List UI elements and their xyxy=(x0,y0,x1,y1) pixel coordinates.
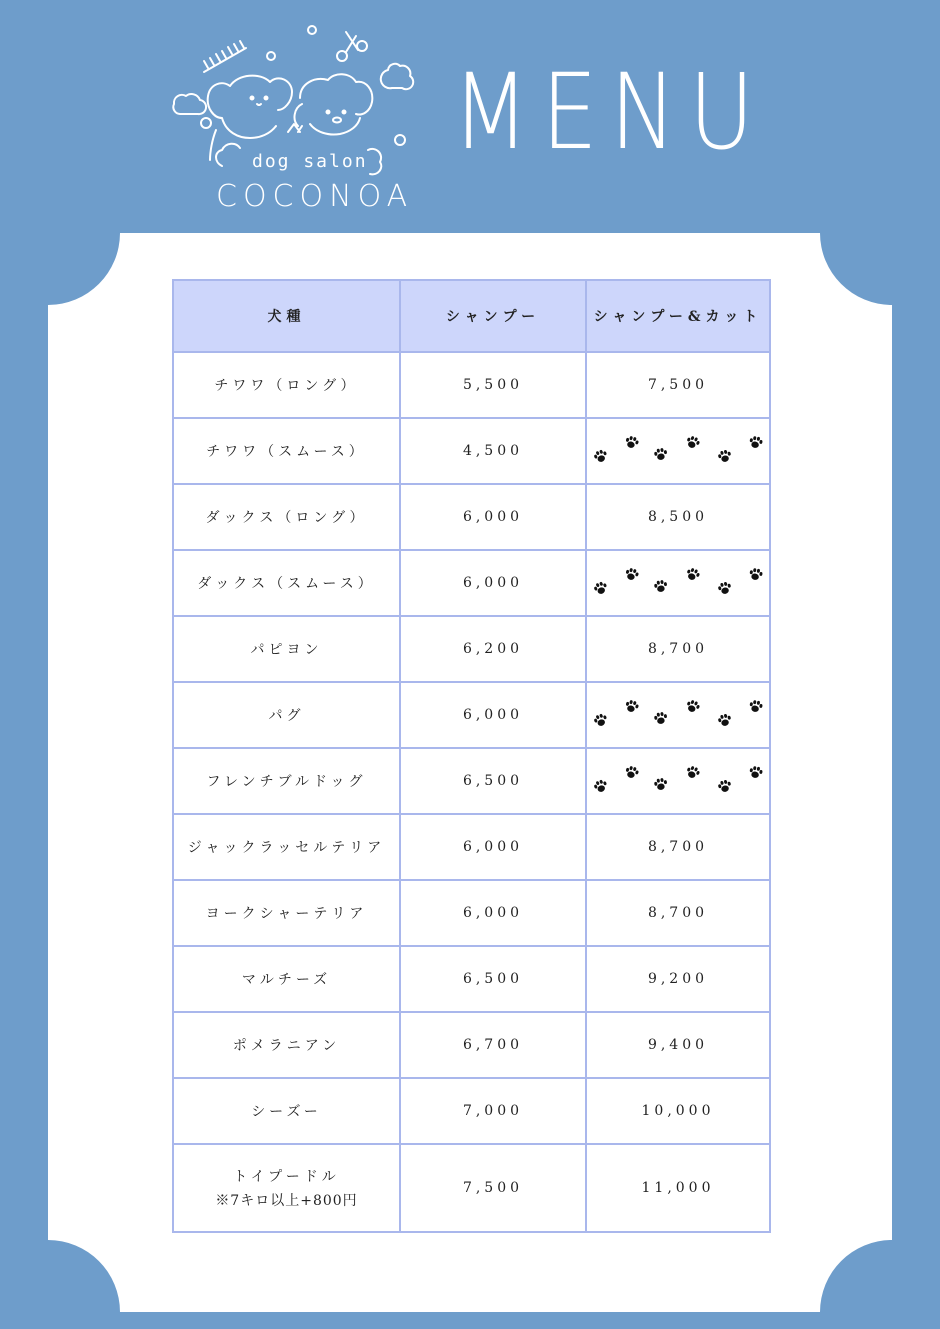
table-row xyxy=(173,418,770,484)
paw-print-icon xyxy=(591,447,610,466)
breed-cell: ヨークシャーテリア xyxy=(173,880,400,946)
table-row xyxy=(173,1144,770,1232)
table-row xyxy=(173,550,770,616)
paw-print-icon xyxy=(715,711,733,729)
breed-cell: ポメラニアン xyxy=(173,1012,400,1078)
shampoo-cut-price: 11,000 xyxy=(586,1144,770,1232)
table-row xyxy=(173,352,770,418)
paw-print-icon xyxy=(652,578,669,595)
paw-print-icon xyxy=(683,763,702,782)
breed-cell: ジャックラッセルテリア xyxy=(173,814,400,880)
paw-print-icon xyxy=(652,710,669,727)
table-row xyxy=(173,946,770,1012)
table-row xyxy=(173,616,770,682)
breed-cell: チワワ（ロング） xyxy=(173,352,400,418)
paw-prints-cell xyxy=(586,418,770,484)
cloud-icon xyxy=(173,94,206,114)
paw-print-icon xyxy=(747,698,764,715)
table-header-row xyxy=(173,280,770,352)
shampoo-cut-price: 9,200 xyxy=(586,946,770,1012)
dog-icon xyxy=(295,74,373,134)
table-row xyxy=(173,748,770,814)
paw-print-icon xyxy=(622,433,640,451)
paw-print-icon xyxy=(747,434,764,451)
table-row xyxy=(173,682,770,748)
paw-print-icon xyxy=(715,777,733,795)
comb-icon xyxy=(204,41,246,72)
breed-cell: パピヨン xyxy=(173,616,400,682)
paw-print-icon xyxy=(747,566,764,583)
breed-cell xyxy=(173,1144,400,1232)
breed-name: トイプードル xyxy=(233,1169,340,1185)
shampoo-cut-price: 9,400 xyxy=(586,1012,770,1078)
logo-subtitle: dog salon xyxy=(252,151,368,172)
paw-print-icon xyxy=(591,579,610,598)
shampoo-price: 4,500 xyxy=(400,418,586,484)
shampoo-price: 6,500 xyxy=(400,946,586,1012)
breed-cell: パグ xyxy=(173,682,400,748)
paw-prints-cell xyxy=(586,550,770,616)
dog-icon xyxy=(208,76,292,160)
shampoo-price: 6,000 xyxy=(400,550,586,616)
shampoo-price: 6,000 xyxy=(400,880,586,946)
breed-cell: ダックス（スムース） xyxy=(173,550,400,616)
paw-print-icon xyxy=(622,763,640,781)
breed-cell: シーズー xyxy=(173,1078,400,1144)
table-row xyxy=(173,880,770,946)
shampoo-price: 6,500 xyxy=(400,748,586,814)
shampoo-price: 6,000 xyxy=(400,682,586,748)
salon-logo xyxy=(160,20,420,220)
table-row xyxy=(173,484,770,550)
header-breed: 犬種 xyxy=(173,280,400,352)
shampoo-price: 7,500 xyxy=(400,1144,586,1232)
breed-cell: ダックス（ロング） xyxy=(173,484,400,550)
breed-cell: チワワ（スムース） xyxy=(173,418,400,484)
paw-print-icon xyxy=(747,764,764,781)
shampoo-price: 5,500 xyxy=(400,352,586,418)
paw-print-icon xyxy=(591,777,610,796)
shampoo-price: 6,000 xyxy=(400,814,586,880)
paw-prints-cell xyxy=(586,748,770,814)
breed-note: ※7キロ以上+800円 xyxy=(215,1193,358,1209)
shampoo-price: 6,700 xyxy=(400,1012,586,1078)
table-row xyxy=(173,1078,770,1144)
shampoo-cut-price: 10,000 xyxy=(586,1078,770,1144)
header-shampoo-cut: シャンプー&カット xyxy=(586,280,770,352)
logo-name: COCONOA xyxy=(216,179,414,214)
shampoo-price: 7,000 xyxy=(400,1078,586,1144)
paw-print-icon xyxy=(715,579,733,597)
paw-print-icon xyxy=(622,697,640,715)
paw-prints-cell xyxy=(586,682,770,748)
paw-print-icon xyxy=(683,697,702,716)
table-row xyxy=(173,814,770,880)
paw-print-icon xyxy=(652,446,669,463)
breed-cell: マルチーズ xyxy=(173,946,400,1012)
paw-print-icon xyxy=(622,565,640,583)
header-shampoo: シャンプー xyxy=(400,280,586,352)
scissors-icon xyxy=(337,32,367,61)
shampoo-price: 6,000 xyxy=(400,484,586,550)
paw-print-icon xyxy=(683,433,702,452)
shampoo-cut-price: 8,500 xyxy=(586,484,770,550)
paw-print-icon xyxy=(683,565,702,584)
shampoo-cut-price: 8,700 xyxy=(586,814,770,880)
paw-print-icon xyxy=(591,711,610,730)
price-table xyxy=(172,279,771,1233)
shampoo-cut-price: 8,700 xyxy=(586,616,770,682)
page-title: MENU xyxy=(452,51,767,173)
table-row xyxy=(173,1012,770,1078)
paw-print-icon xyxy=(652,776,669,793)
shampoo-cut-price: 8,700 xyxy=(586,880,770,946)
shampoo-price: 6,200 xyxy=(400,616,586,682)
breed-cell: フレンチブルドッグ xyxy=(173,748,400,814)
paw-print-icon xyxy=(715,447,733,465)
shampoo-cut-price: 7,500 xyxy=(586,352,770,418)
